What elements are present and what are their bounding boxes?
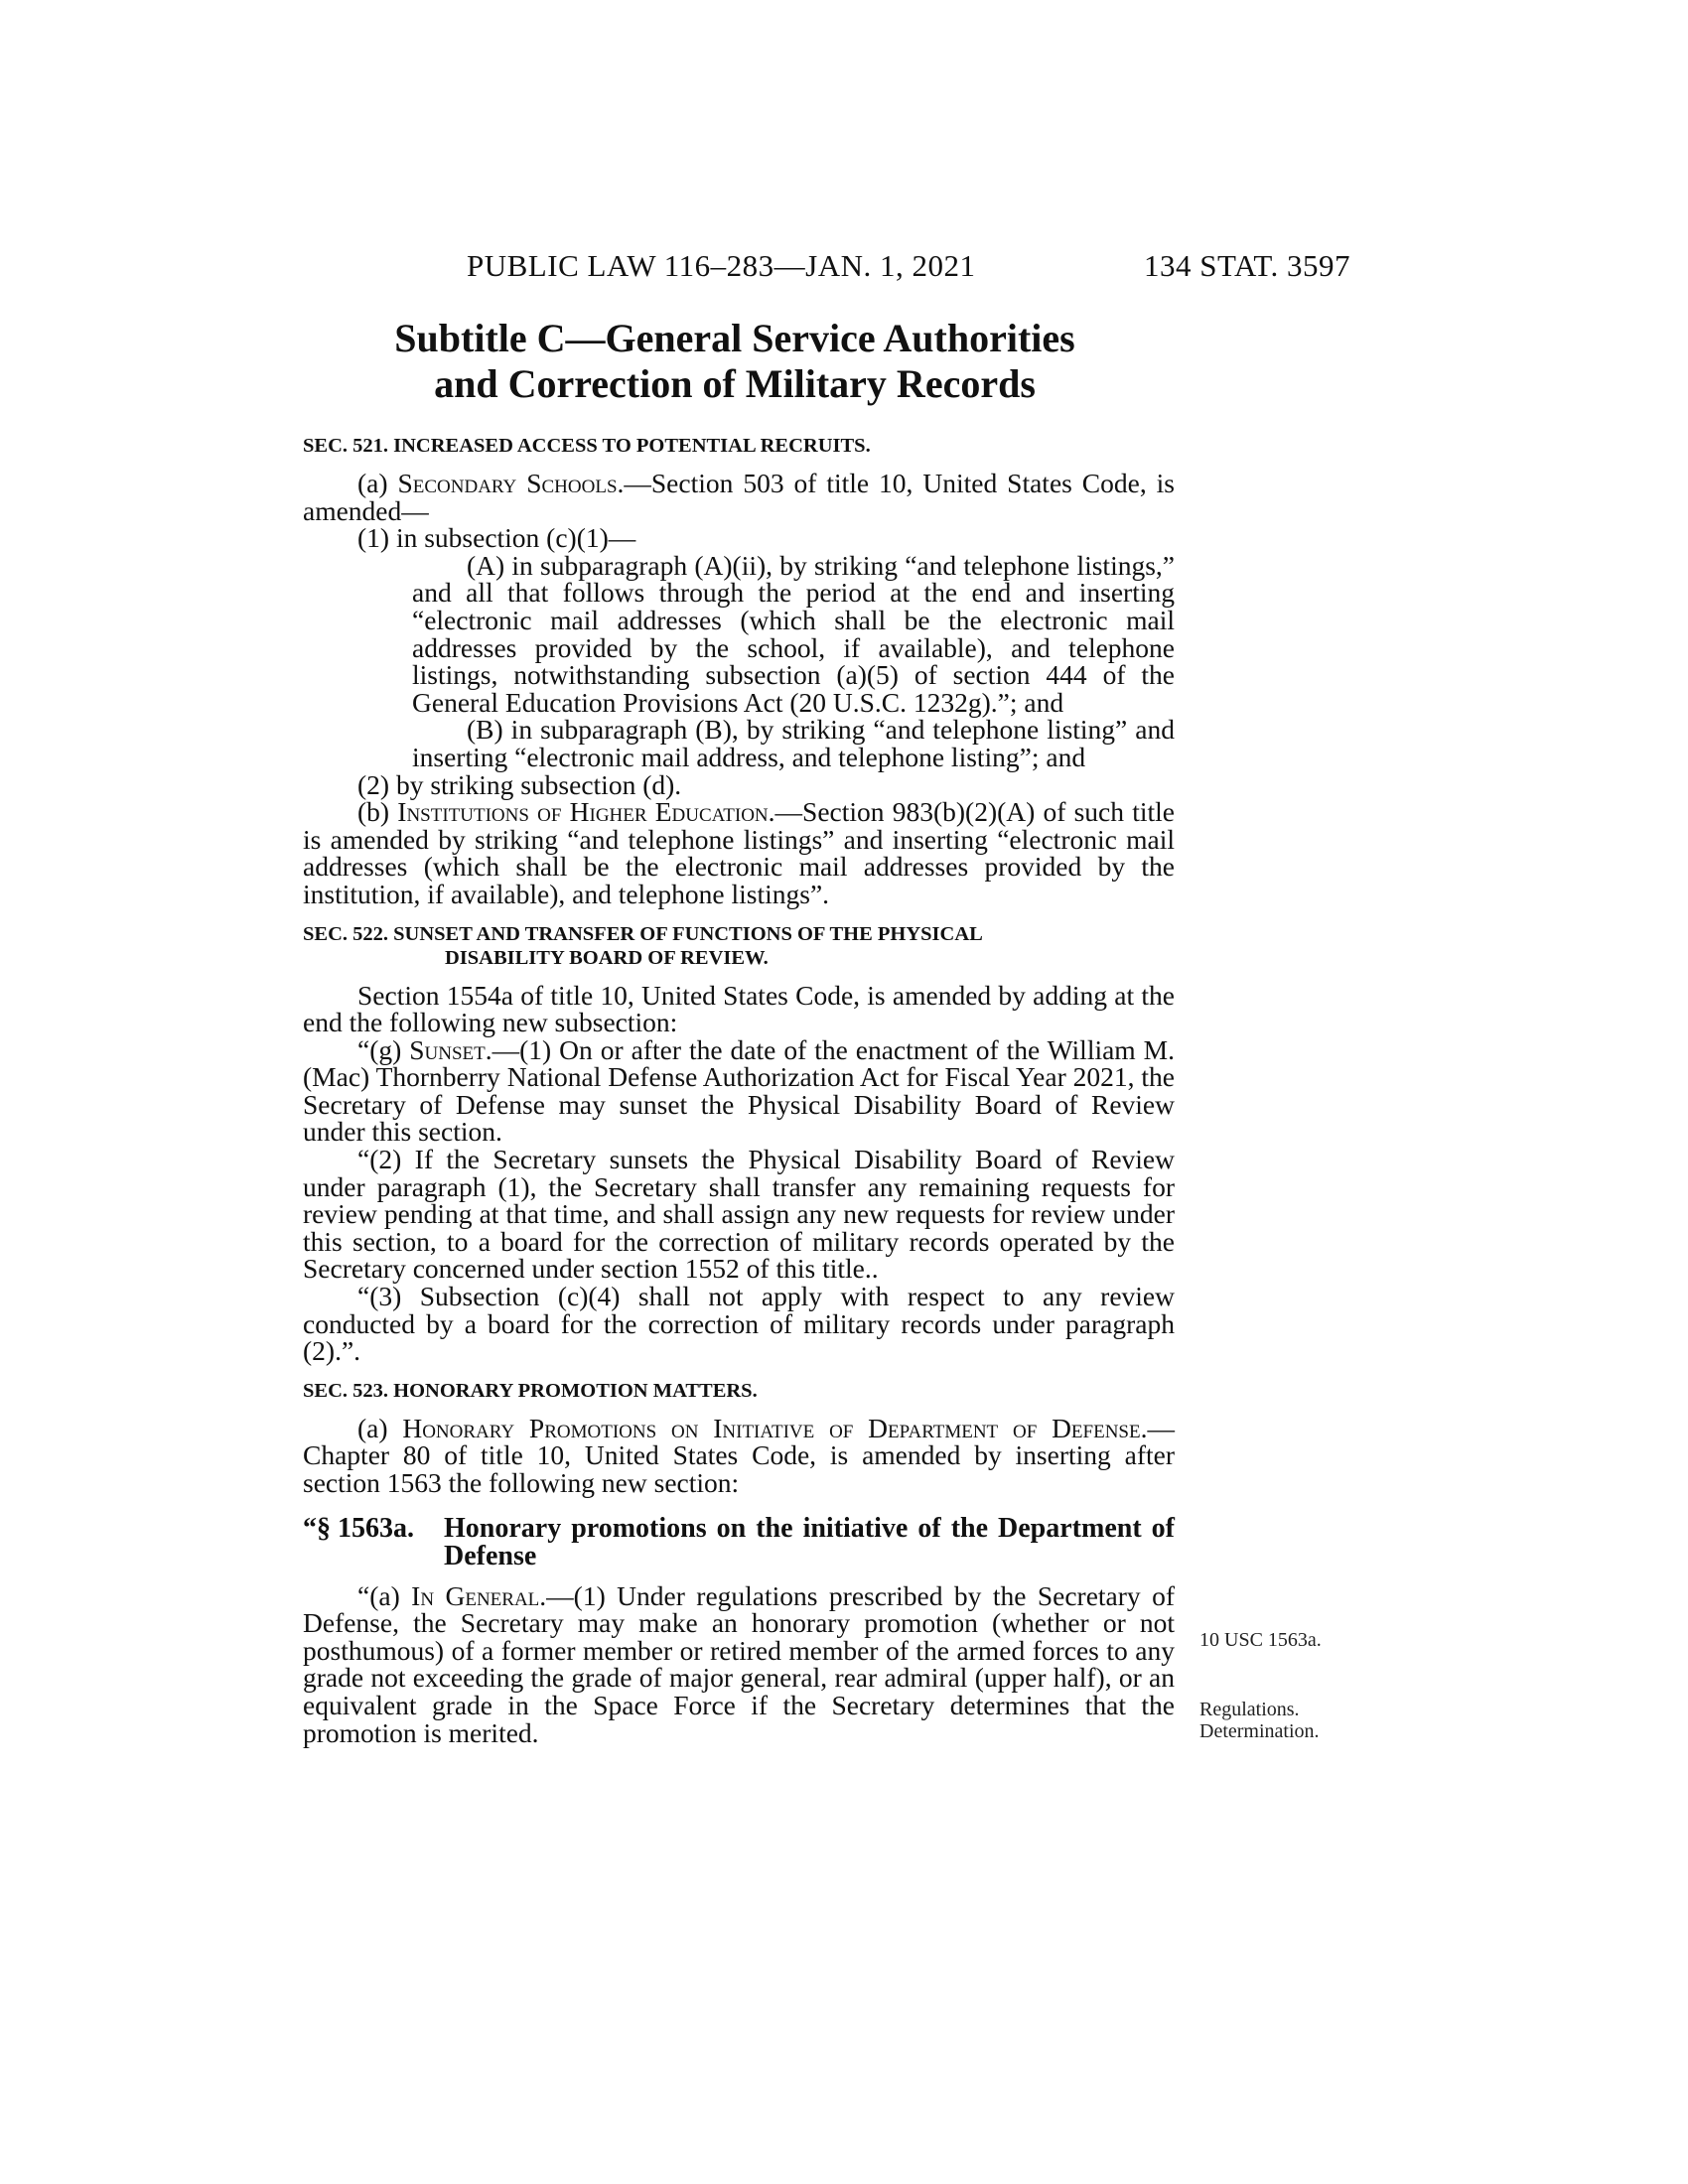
- section-521-paragraph-1: (1) in subsection (c)(1)—: [357, 522, 636, 554]
- statute-page-reference: 134 STAT. 3597: [1144, 248, 1351, 283]
- running-head: PUBLIC LAW 116–283—JAN. 1, 2021: [467, 248, 976, 283]
- section-521-subparagraph-B: (B) in subparagraph (B), by striking “and telephone listing” and inserting “electronic mail address, and telephone listing”; and: [412, 714, 1175, 772]
- section-522-heading: SEC. 522. SUNSET AND TRANSFER OF FUNCTIONS OF THE PHYSICAL DISABILITY BOARD OF REVIEW.: [303, 922, 983, 969]
- section-522-paragraph-3: “(3) Subsection (c)(4) shall not apply with respect to any review conducted by a board for the correction of military records under paragraph (2).”.: [303, 1281, 1175, 1367]
- margin-note-usc: 10 USC 1563a.: [1199, 1629, 1322, 1651]
- body-text-column: [303, 434, 1175, 1746]
- subtitle-line-2: and Correction of Military Records: [434, 361, 1036, 406]
- section-522-paragraph-2: “(2) If the Secretary sunsets the Physical Disability Board of Review under paragraph (1), the Secretary shall transfer any remaining requests for review pending at that time, and shall assign any new requests for review under this section, to a board for the correction of military records operated by the Secretary concerned under section 1552 of this title..: [303, 1144, 1175, 1285]
- code-section-title: Honorary promotions on the initiative of the Department of Defense: [444, 1512, 1175, 1571]
- section-521-subsection-a: (a) Secondary Schools.—Section 503 of title 10, United States Code, is amended—: [303, 468, 1175, 526]
- section-521-paragraph-2: (2) by striking subsection (d).: [357, 768, 682, 800]
- subsection-caption: Sunset: [409, 1033, 486, 1065]
- subsection-caption: Honorary Promotions on Initiative of Department of Defense: [402, 1412, 1141, 1443]
- section-523-subsection-a: (a) Honorary Promotions on Initiative of Department of Defense.—Chapter 80 of title 10, United States Code, is amended by inserting after section 1563 the following new section:: [303, 1412, 1175, 1498]
- margin-note-determination-text: Determination.: [1199, 1720, 1320, 1742]
- code-section-number: “§ 1563a.: [303, 1512, 414, 1544]
- section-522-intro: Section 1554a of title 10, United States Code, is amended by adding at the end the following new subsection:: [303, 979, 1175, 1038]
- margin-note-regulations-text: Regulations.: [1199, 1699, 1300, 1720]
- margin-note-regulations: [1199, 1699, 1320, 1742]
- subtitle-heading: [298, 316, 1172, 407]
- code-section-1563a-heading: [303, 1512, 1175, 1571]
- section-521-heading: SEC. 521. INCREASED ACCESS TO POTENTIAL RECRUITS.: [303, 435, 871, 457]
- section-521-subsection-b: (b) Institutions of Higher Education.—Section 983(b)(2)(A) of such title is amended by striking “and telephone listings” and inserting “electronic mail addresses (which shall be the electronic mail addresses provided by the institution, if available), and telephone listings”.: [303, 796, 1175, 909]
- code-section-subsection-a: “(a) In General.—(1) Under regulations prescribed by the Secretary of Defense, the Secretary may make an honorary promotion (whether or not posthumous) of a former member or retired member of the armed forces to any grade not exceeding the grade of major general, rear admiral (upper half), or an equivalent grade in the Space Force if the Secretary determines that the promotion is merited.: [303, 1579, 1176, 1748]
- subsection-caption: In General: [411, 1579, 540, 1611]
- section-522-subsection-g: “(g) Sunset.—(1) On or after the date of the enactment of the William M. (Mac) Thornberry National Defense Authorization Act for Fiscal Year 2021, the Secretary of Defense may sunset the Physical Disability Board of Review under this section.: [303, 1033, 1175, 1148]
- section-523-heading: SEC. 523. HONORARY PROMOTION MATTERS.: [303, 1379, 758, 1402]
- section-521-subparagraph-A: (A) in subparagraph (A)(ii), by striking “and telephone listings,” and all that follows through the period at the end and inserting “electronic mail addresses (which shall be the electronic mail addresses provided by the school, if available), and telephone listings, notwithstanding subsection (a)(5) of section 444 of the General Education Provisions Act (20 U.S.C. 1232g).”; and: [412, 549, 1175, 718]
- subsection-caption: Institutions of Higher Education: [397, 796, 769, 828]
- subsection-caption: Secondary Schools: [397, 468, 618, 498]
- subtitle-line-1: Subtitle C—General Service Authorities: [394, 316, 1075, 360]
